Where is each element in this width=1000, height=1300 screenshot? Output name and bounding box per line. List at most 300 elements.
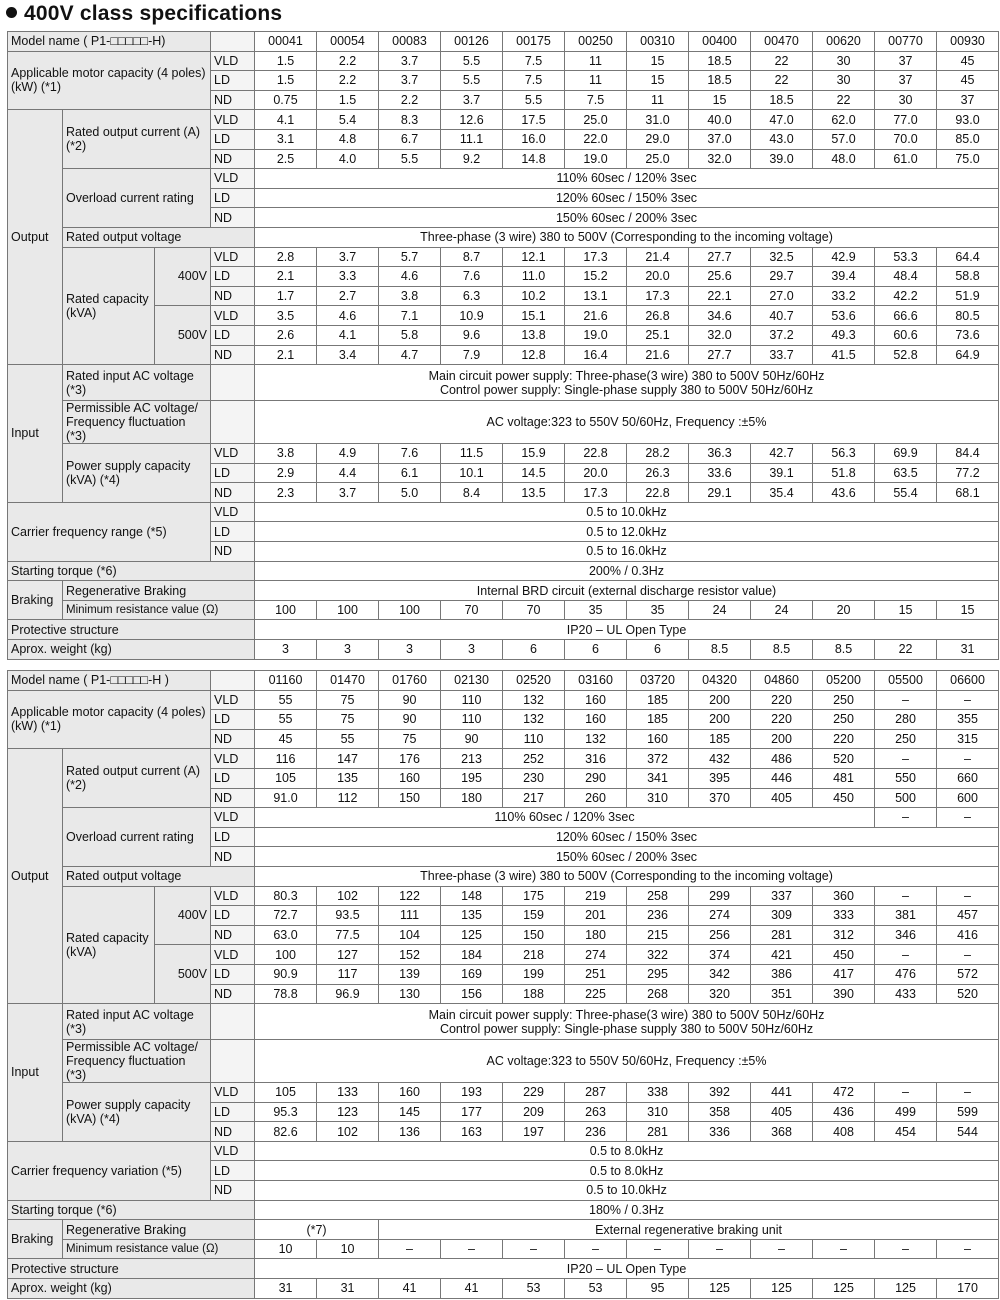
value-cell: 13.1	[565, 286, 627, 306]
value-cell: 3	[379, 640, 441, 660]
level-vld: VLD	[211, 886, 255, 906]
value-cell: 150	[379, 788, 441, 808]
value-cell: 374	[689, 945, 751, 965]
value-cell: 53.3	[875, 247, 937, 267]
value-cell: 2.1	[255, 345, 317, 365]
level-nd: ND	[211, 925, 255, 945]
value-cell: 125	[875, 1279, 937, 1299]
value-cell: 112	[317, 788, 379, 808]
value-cell: 336	[689, 1122, 751, 1142]
blank-cell	[211, 365, 255, 401]
value-cell: 12.1	[503, 247, 565, 267]
value-cell: 3.5	[255, 306, 317, 326]
value-cell: 220	[813, 729, 875, 749]
blank-cell	[211, 1040, 255, 1083]
value-cell: 53	[503, 1279, 565, 1299]
cell: –	[875, 808, 937, 828]
value-cell: 24	[689, 600, 751, 620]
value-cell: 2.6	[255, 325, 317, 345]
value-cell: 370	[689, 788, 751, 808]
value-cell: 156	[441, 984, 503, 1004]
value-cell: 0.75	[255, 90, 317, 110]
value-cell: 520	[813, 749, 875, 769]
value-cell: 14.5	[503, 463, 565, 483]
level-nd: ND	[211, 483, 255, 503]
value-cell: 200	[689, 690, 751, 710]
value-cell: 287	[565, 1083, 627, 1103]
value-cell: 417	[813, 964, 875, 984]
cell: Braking	[8, 581, 63, 620]
value-cell: –	[503, 1239, 565, 1259]
value-cell: 105	[255, 1083, 317, 1103]
cell: Rated input AC voltage (*3)	[63, 1004, 211, 1040]
value-cell: 2.2	[317, 51, 379, 71]
cell: Applicable motor capacity (4 poles) (kW) (*1)	[8, 51, 211, 110]
model-header: 00400	[689, 32, 751, 52]
value-cell: 450	[813, 945, 875, 965]
value-cell: 22.0	[565, 129, 627, 149]
value-cell: 395	[689, 768, 751, 788]
value-cell: 8.7	[441, 247, 503, 267]
value-cell: 197	[503, 1122, 565, 1142]
value-cell: 39.4	[813, 267, 875, 287]
value-cell: 176	[379, 749, 441, 769]
level-nd: ND	[211, 729, 255, 749]
value-cell: 185	[627, 690, 689, 710]
value-cell: 100	[255, 600, 317, 620]
value-cell: 309	[751, 906, 813, 926]
value-cell: 7.6	[441, 267, 503, 287]
value-cell: 53	[565, 1279, 627, 1299]
value-cell: 4.9	[317, 444, 379, 464]
value-cell: 39.1	[751, 463, 813, 483]
cell: Minimum resistance value (Ω)	[63, 1239, 255, 1259]
value-cell: 386	[751, 964, 813, 984]
value-cell: 486	[751, 749, 813, 769]
value-cell: 15.2	[565, 267, 627, 287]
cell: Starting torque (*6)	[8, 1200, 255, 1220]
value-cell: 230	[503, 768, 565, 788]
cell: Input	[8, 1004, 63, 1142]
value-cell: 20.0	[565, 463, 627, 483]
value-cell: 3.3	[317, 267, 379, 287]
value-cell: 90	[379, 690, 441, 710]
value-cell: 3.4	[317, 345, 379, 365]
value-cell: 18.5	[689, 71, 751, 91]
value-cell: 18.5	[751, 90, 813, 110]
value-cell: 8.4	[441, 483, 503, 503]
cell: Overload current rating	[63, 808, 211, 867]
value-cell: 193	[441, 1083, 503, 1103]
level-ld: LD	[211, 267, 255, 287]
model-header: 00310	[627, 32, 689, 52]
value-cell: 184	[441, 945, 503, 965]
value-cell: 200	[689, 710, 751, 730]
value-cell: 472	[813, 1083, 875, 1103]
value-cell: 6	[503, 640, 565, 660]
value-cell: 5.5	[503, 90, 565, 110]
value-cell: 22	[875, 640, 937, 660]
value-cell: 600	[937, 788, 999, 808]
value-cell: 29.7	[751, 267, 813, 287]
value-cell: 250	[813, 690, 875, 710]
value-cell: 90.9	[255, 964, 317, 984]
model-header: 03720	[627, 671, 689, 691]
value-cell: 7.5	[503, 71, 565, 91]
model-header: 01160	[255, 671, 317, 691]
value-cell: 4.1	[255, 110, 317, 130]
value-cell: 85.0	[937, 129, 999, 149]
value-cell: 135	[441, 906, 503, 926]
value-cell: 15.1	[503, 306, 565, 326]
value-cell: 100	[379, 600, 441, 620]
cell: Rated output current (A)(*2)	[63, 110, 211, 169]
value-cell: 358	[689, 1102, 751, 1122]
value-cell: 37	[937, 90, 999, 110]
cell: Applicable motor capacity (4 poles) (kW) (*1)	[8, 690, 211, 749]
value-cell: 5.7	[379, 247, 441, 267]
level-vld: VLD	[211, 169, 255, 189]
value-cell: 310	[627, 1102, 689, 1122]
value-cell: 258	[627, 886, 689, 906]
value-cell: 274	[689, 906, 751, 926]
value-cell: 572	[937, 964, 999, 984]
value-cell: 31.0	[627, 110, 689, 130]
value-cell: 433	[875, 984, 937, 1004]
value-cell: 3	[255, 640, 317, 660]
value-cell: 416	[937, 925, 999, 945]
value-cell: 15.9	[503, 444, 565, 464]
value-cell: 63.5	[875, 463, 937, 483]
value-cell: 4.6	[317, 306, 379, 326]
value-cell: 11.0	[503, 267, 565, 287]
value-cell: 60.6	[875, 325, 937, 345]
value-cell: 70	[441, 600, 503, 620]
value-cell: 136	[379, 1122, 441, 1142]
value-cell: 25.0	[627, 149, 689, 169]
value-cell: 53.6	[813, 306, 875, 326]
cell: 0.5 to 8.0kHz	[255, 1141, 999, 1161]
value-cell: 1.7	[255, 286, 317, 306]
value-cell: 6.7	[379, 129, 441, 149]
value-cell: 110	[441, 710, 503, 730]
value-cell: 256	[689, 925, 751, 945]
value-cell: 7.9	[441, 345, 503, 365]
level-vld: VLD	[211, 306, 255, 326]
value-cell: 21.6	[627, 345, 689, 365]
model-header: 01470	[317, 671, 379, 691]
value-cell: 42.9	[813, 247, 875, 267]
value-cell: 33.7	[751, 345, 813, 365]
cell: Minimum resistance value (Ω)	[63, 600, 255, 620]
cell: Power supply capacity (kVA) (*4)	[63, 444, 211, 503]
value-cell: 19.0	[565, 325, 627, 345]
value-cell: 446	[751, 768, 813, 788]
level-ld: LD	[211, 325, 255, 345]
rated-input-line-2: Control power supply: Single-phase supply 380 to 500V 50Hz/60Hz	[439, 382, 814, 397]
value-cell: 22	[751, 51, 813, 71]
level-nd: ND	[211, 90, 255, 110]
value-cell: 15	[875, 600, 937, 620]
value-cell: 3.7	[317, 247, 379, 267]
bullet-icon	[6, 7, 17, 18]
value-cell: 263	[565, 1102, 627, 1122]
model-header: 00083	[379, 32, 441, 52]
value-cell: 93.0	[937, 110, 999, 130]
value-cell: 17.5	[503, 110, 565, 130]
value-cell: 10	[255, 1239, 317, 1259]
value-cell: 274	[565, 945, 627, 965]
level-vld: VLD	[211, 51, 255, 71]
value-cell: 322	[627, 945, 689, 965]
value-cell: 315	[937, 729, 999, 749]
cell: 500V	[155, 945, 211, 1004]
value-cell: 55	[317, 729, 379, 749]
value-cell: 93.5	[317, 906, 379, 926]
value-cell: 236	[565, 1122, 627, 1142]
cell: Protective structure	[8, 1259, 255, 1279]
value-cell: 499	[875, 1102, 937, 1122]
value-cell: 3	[317, 640, 379, 660]
value-cell: –	[937, 690, 999, 710]
level-vld: VLD	[211, 444, 255, 464]
blank-cell	[211, 401, 255, 444]
value-cell: 6.3	[441, 286, 503, 306]
cell: Model name ( P1-□□□□□-H )	[8, 671, 211, 691]
value-cell: 39.0	[751, 149, 813, 169]
cell: 0.5 to 12.0kHz	[255, 522, 999, 542]
value-cell: 229	[503, 1083, 565, 1103]
cell: IP20 – UL Open Type	[255, 620, 999, 640]
value-cell: 251	[565, 964, 627, 984]
value-cell: 19.0	[565, 149, 627, 169]
model-header: 04320	[689, 671, 751, 691]
level-nd: ND	[211, 542, 255, 562]
model-header: 00250	[565, 32, 627, 52]
value-cell: 40.0	[689, 110, 751, 130]
value-cell: 160	[379, 768, 441, 788]
cell: Aprox. weight (kg)	[8, 1279, 255, 1299]
level-nd: ND	[211, 847, 255, 867]
rated-input-voltage	[255, 1004, 999, 1040]
value-cell: 127	[317, 945, 379, 965]
value-cell: 82.6	[255, 1122, 317, 1142]
value-cell: 139	[379, 964, 441, 984]
cell: 120% 60sec / 150% 3sec	[255, 827, 999, 847]
value-cell: 341	[627, 768, 689, 788]
value-cell: 215	[627, 925, 689, 945]
cell: Internal BRD circuit (external discharge resistor value)	[255, 581, 999, 601]
value-cell: 49.3	[813, 325, 875, 345]
value-cell: 160	[565, 690, 627, 710]
value-cell: 15	[937, 600, 999, 620]
cell: Rated output voltage	[63, 866, 255, 886]
value-cell: 5.4	[317, 110, 379, 130]
level-nd: ND	[211, 345, 255, 365]
value-cell: 8.5	[813, 640, 875, 660]
value-cell: 4.7	[379, 345, 441, 365]
value-cell: 8.5	[751, 640, 813, 660]
value-cell: 17.3	[565, 483, 627, 503]
value-cell: 32.5	[751, 247, 813, 267]
value-cell: 4.4	[317, 463, 379, 483]
value-cell: 312	[813, 925, 875, 945]
value-cell: 62.0	[813, 110, 875, 130]
page-title-text: 400V class specifications	[24, 2, 283, 25]
value-cell: 7.6	[379, 444, 441, 464]
cell: (*7)	[255, 1220, 379, 1240]
value-cell: 21.4	[627, 247, 689, 267]
level-nd: ND	[211, 1181, 255, 1201]
value-cell: 27.7	[689, 247, 751, 267]
value-cell: 10.1	[441, 463, 503, 483]
value-cell: 10	[317, 1239, 379, 1259]
value-cell: 225	[565, 984, 627, 1004]
value-cell: 133	[317, 1083, 379, 1103]
level-vld: VLD	[211, 247, 255, 267]
value-cell: 2.5	[255, 149, 317, 169]
value-cell: 125	[689, 1279, 751, 1299]
level-ld: LD	[211, 463, 255, 483]
value-cell: 195	[441, 768, 503, 788]
value-cell: –	[627, 1239, 689, 1259]
cell: 0.5 to 16.0kHz	[255, 542, 999, 562]
value-cell: 135	[317, 768, 379, 788]
value-cell: 408	[813, 1122, 875, 1142]
value-cell: 45	[937, 71, 999, 91]
value-cell: 68.1	[937, 483, 999, 503]
value-cell: 64.4	[937, 247, 999, 267]
value-cell: 316	[565, 749, 627, 769]
level-nd: ND	[211, 149, 255, 169]
cell: Rated input AC voltage (*3)	[63, 365, 211, 401]
value-cell: 13.8	[503, 325, 565, 345]
model-header: 06600	[937, 671, 999, 691]
cell: Carrier frequency variation (*5)	[8, 1141, 211, 1200]
value-cell: 77.2	[937, 463, 999, 483]
value-cell: 61.0	[875, 149, 937, 169]
cell: Rated capacity (kVA)	[63, 886, 155, 1004]
value-cell: 213	[441, 749, 503, 769]
value-cell: 3.7	[379, 51, 441, 71]
cell: Permissible AC voltage/ Frequency fluctuation (*3)	[63, 1040, 211, 1083]
value-cell: 26.3	[627, 463, 689, 483]
level-vld: VLD	[211, 945, 255, 965]
blank-cell	[211, 671, 255, 691]
value-cell: 43.0	[751, 129, 813, 149]
value-cell: 281	[751, 925, 813, 945]
value-cell: 11	[627, 90, 689, 110]
value-cell: 660	[937, 768, 999, 788]
value-cell: 2.1	[255, 267, 317, 287]
cell: IP20 – UL Open Type	[255, 1259, 999, 1279]
value-cell: 2.2	[317, 71, 379, 91]
value-cell: 69.9	[875, 444, 937, 464]
model-header: 00041	[255, 32, 317, 52]
cell: 400V	[155, 886, 211, 945]
value-cell: 8.5	[689, 640, 751, 660]
value-cell: 2.8	[255, 247, 317, 267]
page-title	[6, 2, 282, 30]
value-cell: 132	[503, 710, 565, 730]
spec-table-1	[7, 31, 999, 660]
value-cell: 78.8	[255, 984, 317, 1004]
value-cell: –	[875, 945, 937, 965]
cell: 0.5 to 10.0kHz	[255, 502, 999, 522]
level-nd: ND	[211, 984, 255, 1004]
value-cell: 148	[441, 886, 503, 906]
value-cell: 4.6	[379, 267, 441, 287]
value-cell: 75	[317, 710, 379, 730]
value-cell: 3	[441, 640, 503, 660]
value-cell: –	[379, 1239, 441, 1259]
value-cell: 2.2	[379, 90, 441, 110]
value-cell: 22.8	[565, 444, 627, 464]
value-cell: 2.7	[317, 286, 379, 306]
value-cell: 338	[627, 1083, 689, 1103]
level-ld: LD	[211, 768, 255, 788]
cell: External regenerative braking unit	[379, 1220, 999, 1240]
value-cell: 84.4	[937, 444, 999, 464]
value-cell: 57.0	[813, 129, 875, 149]
value-cell: 41	[379, 1279, 441, 1299]
value-cell: 17.3	[565, 247, 627, 267]
value-cell: 70	[503, 600, 565, 620]
value-cell: 52.8	[875, 345, 937, 365]
cell: Regenerative Braking	[63, 581, 255, 601]
level-ld: LD	[211, 188, 255, 208]
value-cell: 368	[751, 1122, 813, 1142]
value-cell: 12.8	[503, 345, 565, 365]
value-cell: 4.8	[317, 129, 379, 149]
value-cell: 80.3	[255, 886, 317, 906]
value-cell: 35.4	[751, 483, 813, 503]
value-cell: 337	[751, 886, 813, 906]
level-ld: LD	[211, 964, 255, 984]
value-cell: 310	[627, 788, 689, 808]
value-cell: 17.3	[627, 286, 689, 306]
value-cell: 45	[937, 51, 999, 71]
value-cell: 9.2	[441, 149, 503, 169]
value-cell: 30	[813, 71, 875, 91]
value-cell: 24	[751, 600, 813, 620]
value-cell: 280	[875, 710, 937, 730]
value-cell: 6.1	[379, 463, 441, 483]
value-cell: 48.0	[813, 149, 875, 169]
value-cell: 34.6	[689, 306, 751, 326]
value-cell: –	[937, 945, 999, 965]
value-cell: 36.3	[689, 444, 751, 464]
value-cell: 32.0	[689, 325, 751, 345]
value-cell: 10.2	[503, 286, 565, 306]
cell: 120% 60sec / 150% 3sec	[255, 188, 999, 208]
model-header: 00770	[875, 32, 937, 52]
value-cell: 180	[565, 925, 627, 945]
model-header: 02520	[503, 671, 565, 691]
value-cell: 77.5	[317, 925, 379, 945]
value-cell: 295	[627, 964, 689, 984]
value-cell: 175	[503, 886, 565, 906]
value-cell: 15	[627, 71, 689, 91]
value-cell: 15	[627, 51, 689, 71]
value-cell: 218	[503, 945, 565, 965]
level-ld: LD	[211, 906, 255, 926]
value-cell: 351	[751, 984, 813, 1004]
cell: 500V	[155, 306, 211, 365]
value-cell: 25.6	[689, 267, 751, 287]
value-cell: –	[875, 1239, 937, 1259]
model-header: 03160	[565, 671, 627, 691]
